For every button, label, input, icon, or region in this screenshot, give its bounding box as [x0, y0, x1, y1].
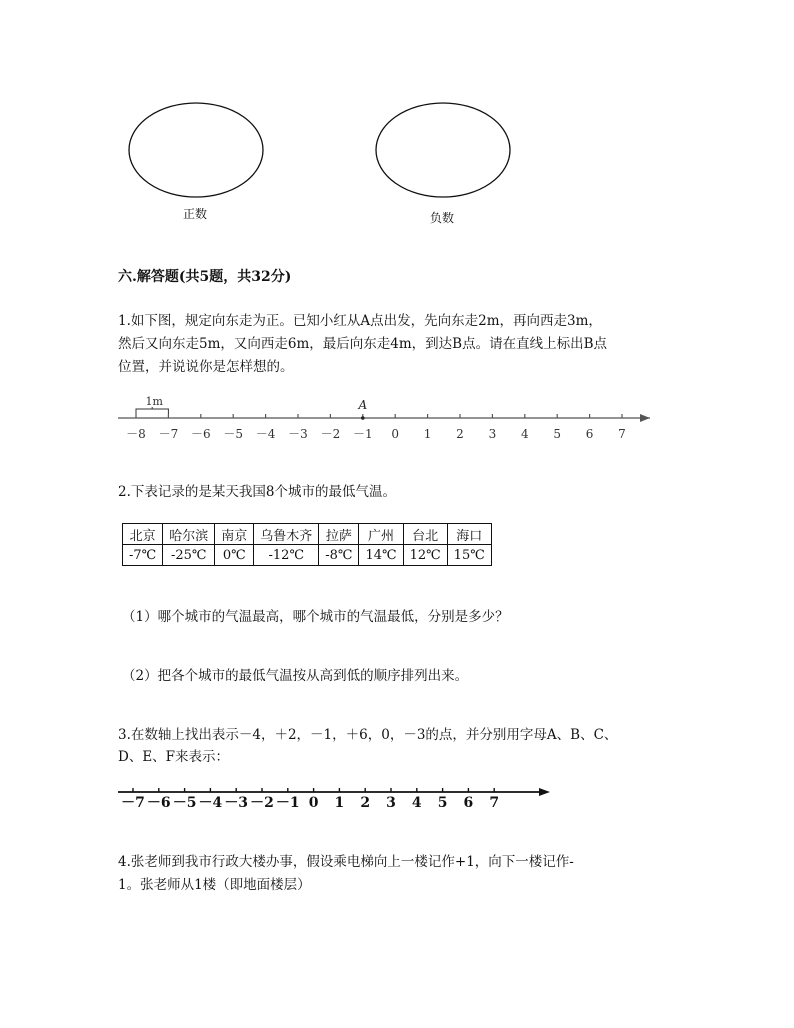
- tick-label: －1: [275, 795, 300, 811]
- tick-label: 1: [334, 795, 345, 811]
- tick-label: －2: [320, 427, 341, 441]
- table-cell: 海口: [447, 524, 491, 545]
- table-cell: 乌鲁木齐: [254, 524, 319, 545]
- tick-label: －7: [121, 795, 145, 811]
- tick-label: －3: [288, 427, 308, 441]
- tick-label: 3: [488, 427, 497, 441]
- q1-line-1: 1.如下图，规定向东走为正。已知小红从A点出发，先向东走2m，再向西走3m，: [118, 313, 602, 329]
- table-cell: -7℃: [123, 545, 163, 566]
- tick-label: －4: [198, 795, 223, 811]
- section-heading: 六.解答题(共5题，共32分): [118, 269, 292, 285]
- tick-label: －5: [172, 795, 197, 811]
- axis-arrow: [539, 788, 550, 796]
- q2-intro: 2.下表记录的是某天我国8个城市的最低气温。: [118, 484, 396, 500]
- table-cell: 15℃: [447, 545, 491, 566]
- negative-label: 负数: [430, 211, 455, 225]
- tick-label: －5: [223, 427, 244, 441]
- tick-label: 5: [437, 795, 448, 811]
- unit-label: 1m: [145, 395, 163, 408]
- table-cell: 北京: [123, 524, 163, 545]
- tick-label: 2: [360, 795, 371, 811]
- tick-label: －6: [146, 795, 171, 811]
- tick-label: 0: [308, 795, 319, 811]
- q3-line-2: D、E、F来表示：: [118, 749, 230, 765]
- q4-line-1: 4.张老师到我市行政大楼办事，假设乘电梯向上一楼记作+1，向下一楼记作-: [118, 854, 574, 870]
- tick-label: 6: [463, 795, 474, 811]
- tick-label: 0: [391, 427, 400, 441]
- table-cell: -8℃: [319, 545, 359, 566]
- tick-label: 4: [411, 795, 422, 811]
- table-cell: -12℃: [254, 545, 319, 566]
- table-cell: 广州: [359, 524, 403, 545]
- tick-label: 6: [585, 427, 594, 441]
- tick-label: －8: [126, 427, 146, 441]
- tick-label: 7: [489, 795, 500, 811]
- table-cell: 12℃: [403, 545, 447, 566]
- tick-label: －6: [190, 427, 211, 441]
- positive-label: 正数: [183, 207, 208, 221]
- q4-line-2: 1。张老师从1楼（即地面楼层）: [118, 877, 311, 893]
- table-cell: -25℃: [163, 545, 215, 566]
- tick-label: －7: [158, 427, 179, 441]
- tick-label: 1: [423, 427, 432, 441]
- table-cell: 哈尔滨: [163, 524, 215, 545]
- tick-label: 4: [520, 427, 529, 441]
- tick-label: 7: [618, 427, 626, 441]
- tick-label: 5: [553, 427, 562, 441]
- table-cell: 14℃: [359, 545, 403, 566]
- tick-label: －3: [224, 795, 249, 811]
- tick-label: －4: [255, 427, 276, 441]
- table-cell: 0℃: [215, 545, 254, 566]
- q3-line-1: 3.在数轴上找出表示－4，＋2，－1，＋6，0，－3的点，并分别用字母A、B、C、: [118, 727, 618, 743]
- q2-sub-question-1: （1）哪个城市的气温最高，哪个城市的气温最低，分别是多少？: [122, 609, 509, 625]
- q2-sub-question-2: （2）把各个城市的最低气温按从高到低的顺序排列出来。: [122, 668, 469, 684]
- tick-label: 3: [386, 795, 396, 811]
- tick-label: 2: [456, 427, 464, 441]
- q1-line-2: 然后又向东走5m，又向西走6m，最后向东走4m，到达B点。请在直线上标出B点: [118, 336, 608, 352]
- point-a-label: A: [358, 398, 368, 412]
- table-cell: 南京: [215, 524, 254, 545]
- q1-line-3: 位置，并说说你是怎样想的。: [118, 359, 294, 375]
- tick-label: －2: [250, 795, 274, 811]
- tick-label: －1: [352, 427, 373, 441]
- table-cell: 拉萨: [319, 524, 359, 545]
- table-cell: 台北: [403, 524, 447, 545]
